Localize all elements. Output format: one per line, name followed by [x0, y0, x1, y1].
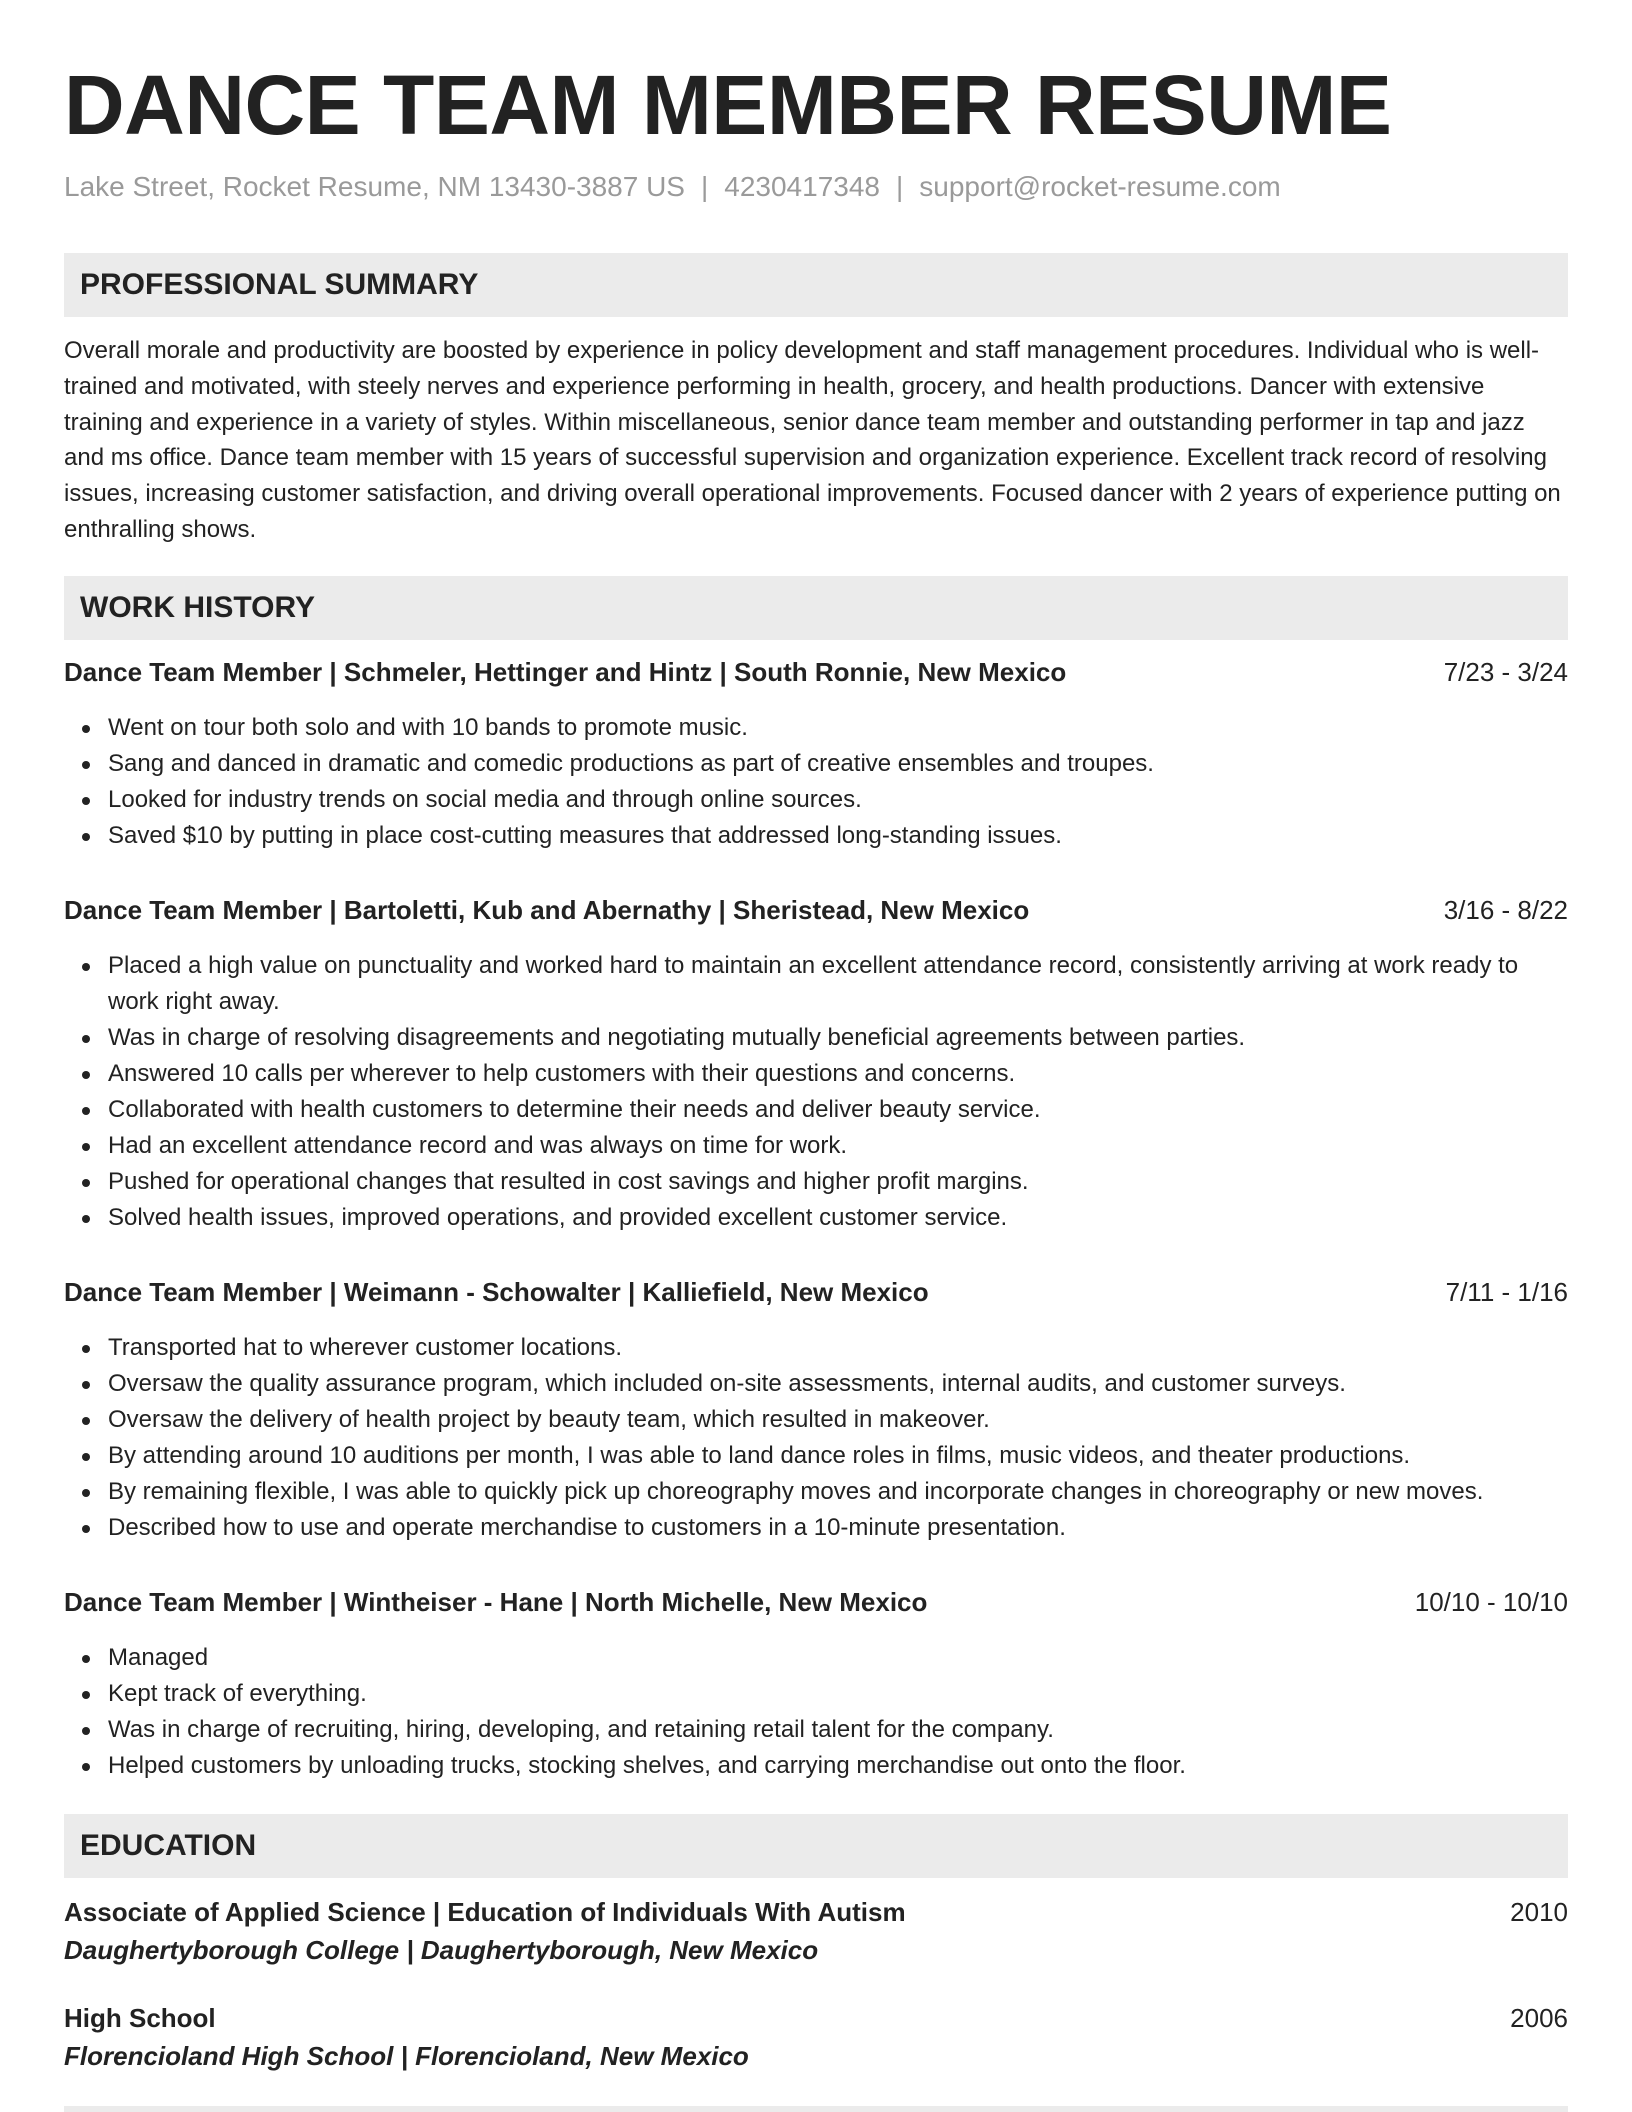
resume-title: DANCE TEAM MEMBER RESUME — [64, 58, 1392, 152]
job-entry — [64, 892, 1568, 1236]
education-entry — [64, 1894, 1568, 1970]
job-bullet: Solved health issues, improved operations, and provided excellent customer service. — [64, 1200, 1568, 1236]
job-dates: 3/16 - 8/22 — [1443, 894, 1568, 925]
education-school: Florencioland High School | Florencioland, New Mexico — [64, 2040, 749, 2071]
education-degree: High School — [64, 2002, 216, 2033]
job-title: Dance Team Member | Wintheiser - Hane | North Michelle, New Mexico — [64, 1586, 928, 1617]
job-dates: 7/11 - 1/16 — [1445, 1276, 1568, 1307]
job-bullet: Transported hat to wherever customer locations. — [64, 1330, 1568, 1366]
section-heading-education: EDUCATION — [64, 1814, 1568, 1878]
education-entry — [64, 2000, 1568, 2076]
job-bullet: Collaborated with health customers to determine their needs and deliver beauty service. — [64, 1092, 1568, 1128]
bottom-divider — [64, 2106, 1568, 2112]
contact-email: support@rocket-resume.com — [919, 171, 1281, 202]
job-bullet: Kept track of everything. — [64, 1676, 1568, 1712]
job-header — [64, 1274, 1568, 1310]
job-bullet: Oversaw the quality assurance program, which included on-site assessments, internal audits, and customer surveys. — [64, 1366, 1568, 1402]
job-bullets — [64, 1330, 1568, 1546]
education-header — [64, 2000, 1568, 2036]
job-bullet: Helped customers by unloading trucks, stocking shelves, and carrying merchandise out onto the floor. — [64, 1748, 1568, 1784]
summary-text: Overall morale and productivity are boosted by experience in policy development and staff management procedures. Individual who is well-trained and motivated, with steely nerves and experience performing in health, grocery, and health productions. Dancer with extensive training and experience in a variety of styles. Within miscellaneous, senior dance team member and outstanding performer in tap and jazz and ms office. Dance team member with 15 years of successful supervision and organization experience. Excellent track record of resolving issues, increasing customer satisfaction, and driving overall operational improvements. Focused dancer with 2 years of experience putting on enthralling shows. — [64, 337, 1561, 543]
job-bullet: Had an excellent attendance record and was always on time for work. — [64, 1128, 1568, 1164]
section-heading-summary: PROFESSIONAL SUMMARY — [64, 253, 1568, 317]
job-entry — [64, 1274, 1568, 1546]
job-bullet: Sang and danced in dramatic and comedic productions as part of creative ensembles and troupes. — [64, 746, 1568, 782]
job-bullet: Went on tour both solo and with 10 bands to promote music. — [64, 710, 1568, 746]
job-bullet: Saved $10 by putting in place cost-cutting measures that addressed long-standing issues. — [64, 818, 1568, 854]
job-title: Dance Team Member | Schmeler, Hettinger and Hintz | South Ronnie, New Mexico — [64, 656, 1067, 687]
job-title: Dance Team Member | Bartoletti, Kub and Abernathy | Sheristead, New Mexico — [64, 894, 1030, 925]
job-bullet: Oversaw the delivery of health project by beauty team, which resulted in makeover. — [64, 1402, 1568, 1438]
job-bullets — [64, 710, 1568, 854]
job-bullet: Looked for industry trends on social media and through online sources. — [64, 782, 1568, 818]
contact-separator: | — [700, 171, 709, 202]
contact-phone: 4230417348 — [724, 171, 880, 202]
job-bullets — [64, 948, 1568, 1236]
education-year: 2006 — [1510, 2002, 1568, 2033]
job-header — [64, 892, 1568, 928]
job-dates: 7/23 - 3/24 — [1443, 656, 1568, 687]
job-header — [64, 1584, 1568, 1620]
job-bullet: Managed — [64, 1640, 1568, 1676]
job-title: Dance Team Member | Weimann - Schowalter | Kalliefield, New Mexico — [64, 1276, 929, 1307]
job-entry — [64, 1584, 1568, 1784]
work-history-list — [64, 654, 1568, 1784]
contact-separator: | — [896, 171, 904, 202]
job-bullet: Was in charge of resolving disagreements and negotiating mutually beneficial agreements between parties. — [64, 1020, 1568, 1056]
job-bullet: Answered 10 calls per wherever to help customers with their questions and concerns. — [64, 1056, 1568, 1092]
job-dates: 10/10 - 10/10 — [1414, 1586, 1568, 1617]
contact-address: Lake Street, Rocket Resume, NM 13430-3887 US — [64, 171, 685, 202]
section-heading-work-history: WORK HISTORY — [64, 576, 1568, 640]
job-bullet: Described how to use and operate merchandise to customers in a 10-minute presentation. — [64, 1510, 1568, 1546]
education-list — [64, 1894, 1568, 2076]
job-bullet: Was in charge of recruiting, hiring, developing, and retaining retail talent for the company. — [64, 1712, 1568, 1748]
education-degree: Associate of Applied Science | Education of Individuals With Autism — [64, 1896, 906, 1927]
job-bullet: Placed a high value on punctuality and worked hard to maintain an excellent attendance record, consistently arriving at work ready to work right away. — [64, 948, 1568, 1020]
education-school: Daughertyborough College | Daughertyborough, New Mexico — [64, 1934, 819, 1965]
education-year: 2010 — [1510, 1896, 1568, 1927]
education-header — [64, 1894, 1568, 1930]
job-bullets — [64, 1640, 1568, 1784]
contact-line — [64, 167, 1568, 207]
job-header — [64, 654, 1568, 690]
job-bullet: By remaining flexible, I was able to quickly pick up choreography moves and incorporate changes in choreography or new moves. — [64, 1474, 1568, 1510]
job-entry — [64, 654, 1568, 854]
job-bullet: By attending around 10 auditions per month, I was able to land dance roles in films, music videos, and theater productions. — [64, 1438, 1568, 1474]
job-bullet: Pushed for operational changes that resulted in cost savings and higher profit margins. — [64, 1164, 1568, 1200]
